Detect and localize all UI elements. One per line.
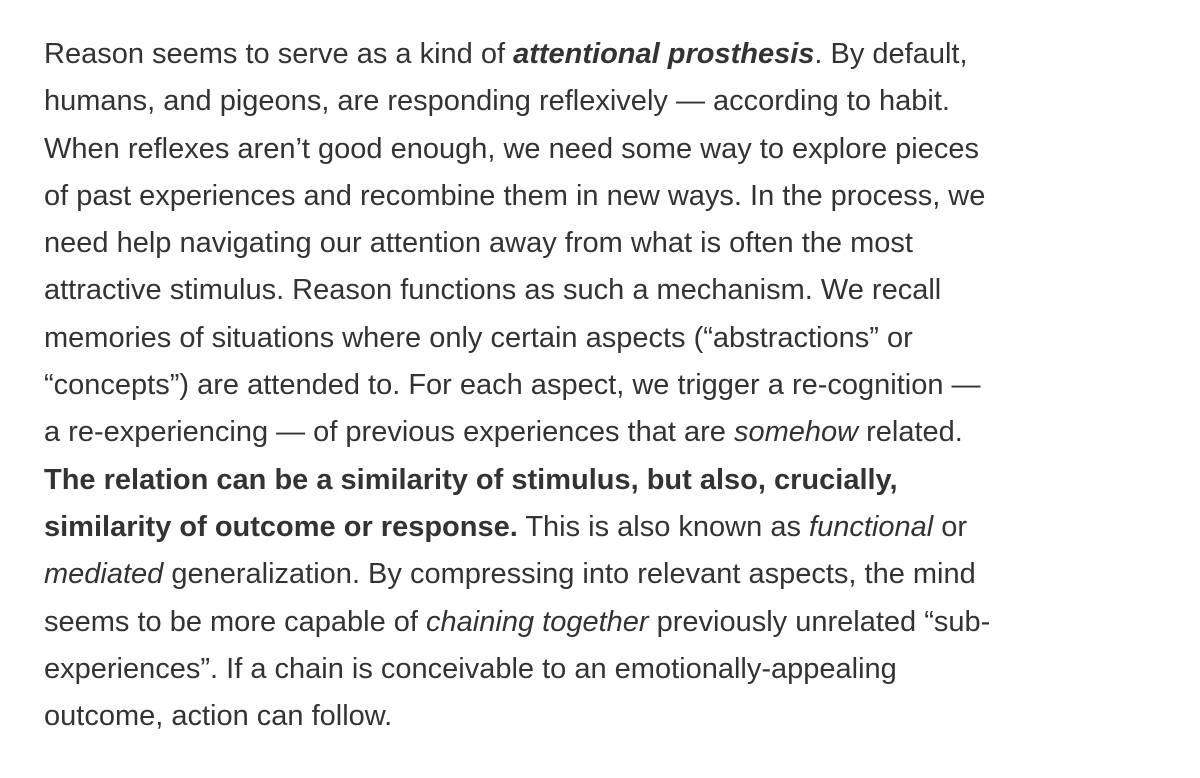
text-run: seems to be more capable of xyxy=(44,605,427,638)
paragraph-line xyxy=(44,267,1156,314)
text-run: Reason seems to serve as a kind of xyxy=(44,38,514,70)
paragraph-line xyxy=(44,457,1156,504)
text-run: attractive stimulus. Reason functions as such a mechanism. We recall xyxy=(44,274,942,307)
emphasis-italic: chaining together xyxy=(426,605,649,638)
text-run: memories of situations where only certain aspects (“abstractions” or xyxy=(44,321,913,354)
text-run: or xyxy=(933,510,968,543)
paragraph-line xyxy=(44,409,1156,456)
paragraph-line xyxy=(44,693,1156,740)
emphasis-italic: functional xyxy=(809,510,934,543)
text-run: humans, and pigeons, are responding reflexively — according to habit. xyxy=(44,85,950,118)
emphasis-italic: mediated xyxy=(44,558,164,591)
text-run: experiences”. If a chain is conceivable to an emotionally-appealing xyxy=(44,652,897,685)
paragraph-line xyxy=(44,78,1156,125)
text-run: of past experiences and recombine them in new ways. In the process, we xyxy=(44,179,986,212)
emphasis-bold: similarity of outcome or response. xyxy=(44,510,518,543)
emphasis-italic: somehow xyxy=(733,416,859,449)
paragraph-line xyxy=(44,551,1156,598)
text-run: need help navigating our attention away from what is often the most xyxy=(44,227,913,260)
text-run: . By default, xyxy=(814,38,968,70)
text-run: outcome, action can follow. xyxy=(44,700,393,733)
emphasis-bold: The relation can be a similarity of stimulus, but also, crucially, xyxy=(44,463,898,496)
text-run: When reflexes aren’t good enough, we need some way to explore pieces xyxy=(44,132,980,165)
text-run: “concepts”) are attended to. For each aspect, we trigger a re-cognition — xyxy=(44,369,981,402)
paragraph-line xyxy=(44,599,1156,646)
paragraph-line xyxy=(44,220,1156,267)
document-paragraph xyxy=(44,31,1156,740)
paragraph-line xyxy=(44,646,1156,693)
text-run: This is also known as xyxy=(517,510,810,543)
text-run: related. xyxy=(858,416,963,449)
paragraph-line xyxy=(44,504,1156,551)
paragraph-line xyxy=(44,126,1156,173)
paragraph-line xyxy=(44,315,1156,362)
text-run: previously unrelated “sub- xyxy=(648,605,991,638)
paragraph-line xyxy=(44,173,1156,220)
paragraph-line xyxy=(44,31,1156,78)
text-run: generalization. By compressing into relevant aspects, the mind xyxy=(163,558,976,591)
paragraph-line xyxy=(44,362,1156,409)
text-run: a re-experiencing — of previous experiences that are xyxy=(44,416,734,449)
emphasis-bold-italic: attentional prosthesis xyxy=(513,38,815,70)
